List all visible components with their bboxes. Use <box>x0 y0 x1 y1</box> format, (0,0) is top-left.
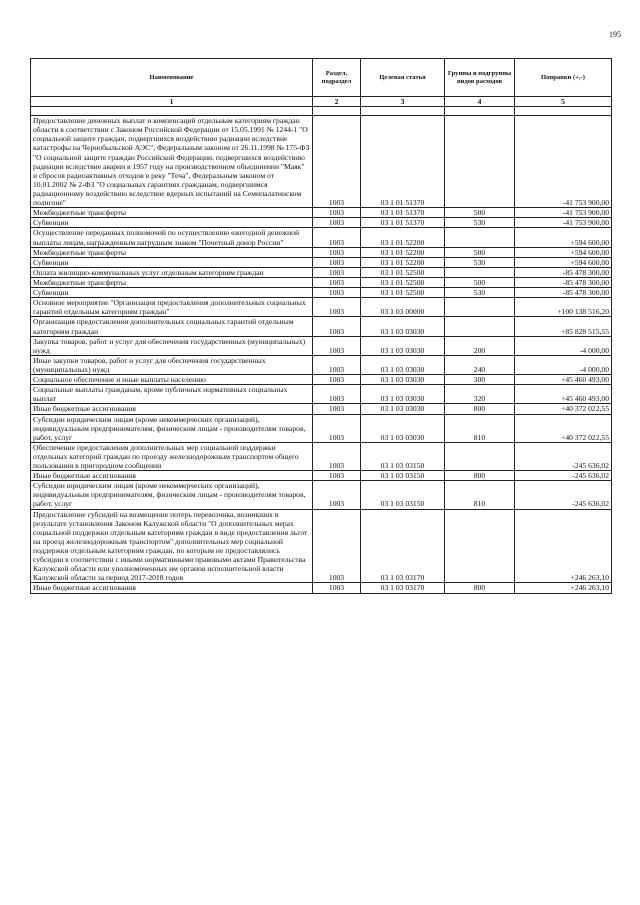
row-group-cell: 800 <box>445 404 515 414</box>
row-amount-cell: -4 000,00 <box>515 336 612 355</box>
table-header-row <box>31 59 612 97</box>
row-group-cell <box>445 298 515 317</box>
row-group-cell: 240 <box>445 355 515 374</box>
header-group: Группы и подгруппы видов расходов <box>445 59 515 97</box>
row-group-cell: 800 <box>445 583 515 593</box>
row-group-cell: 500 <box>445 247 515 257</box>
row-target-cell: 03 1 03 03030 <box>361 404 445 414</box>
row-section-cell: 1003 <box>313 218 361 228</box>
row-amount-cell: -245 636,02 <box>515 481 612 509</box>
row-target-cell: 03 1 03 03170 <box>361 509 445 583</box>
row-name-cell: Предоставление субсидий на возмещение потерь перевозчика, возникших в результате установления Законом Калужской области "О дополнительных мерах социальной поддержки отдельным категориям граждан в виде предоставления льгот на проезд железнодорожным транспортом" дополнительных мер социальной поддержки отдельным категориям граждан, по которым не предоставлялись субсидии в соответствии с иными нормативными правовыми актами Правительства Калужской области или уполномоченных им органов исполнительной власти Калужской области за период 2017-2018 годов <box>31 509 313 583</box>
row-amount-cell: -41 753 900,00 <box>515 116 612 208</box>
row-target-cell: 03 1 03 03030 <box>361 375 445 385</box>
row-target-cell: 03 1 03 03150 <box>361 481 445 509</box>
row-target-cell: 03 1 03 03170 <box>361 583 445 593</box>
row-section-cell: 1003 <box>313 288 361 298</box>
row-amount-cell: +594 600,00 <box>515 228 612 247</box>
table-row <box>31 116 612 208</box>
row-amount-cell: +246 263,10 <box>515 509 612 583</box>
row-amount-cell: +40 372 022,55 <box>515 414 612 442</box>
row-amount-cell: +594 600,00 <box>515 257 612 267</box>
row-section-cell: 1003 <box>313 414 361 442</box>
row-section-cell: 1003 <box>313 298 361 317</box>
row-name-cell: Закупка товаров, работ и услуг для обеспечения государственных (муниципальных) нужд <box>31 336 313 355</box>
row-amount-cell: -41 753 900,00 <box>515 208 612 218</box>
row-name-cell: Субвенции <box>31 257 313 267</box>
row-group-cell: 530 <box>445 288 515 298</box>
row-name-cell: Межбюджетные трансферты <box>31 247 313 257</box>
table-row <box>31 414 612 442</box>
column-number: 2 <box>313 97 361 107</box>
page-number: 195 <box>609 30 621 39</box>
row-name-cell: Основное мероприятие "Организация предоставления дополнительных социальных гарантий отдельным категориям граждан" <box>31 298 313 317</box>
row-section-cell: 1003 <box>313 471 361 481</box>
row-amount-cell: +40 372 022,55 <box>515 404 612 414</box>
row-target-cell: 03 1 03 03030 <box>361 355 445 374</box>
row-name-cell: Социальные выплаты гражданам, кроме публичных нормативных социальных выплат <box>31 385 313 404</box>
budget-amendments-table <box>30 58 612 594</box>
row-target-cell: 03 1 01 51370 <box>361 116 445 208</box>
row-target-cell: 03 1 01 51370 <box>361 218 445 228</box>
row-group-cell: 530 <box>445 257 515 267</box>
row-target-cell: 03 1 01 52500 <box>361 288 445 298</box>
header-amendment: Поправки (+,-) <box>515 59 612 97</box>
row-amount-cell: +100 138 516,20 <box>515 298 612 317</box>
header-name: Наименование <box>31 59 313 97</box>
column-number: 4 <box>445 97 515 107</box>
row-target-cell: 03 1 01 52500 <box>361 267 445 277</box>
table-row <box>31 288 612 298</box>
table-row <box>31 298 612 317</box>
table-row <box>31 481 612 509</box>
row-amount-cell: +45 460 493,00 <box>515 385 612 404</box>
table-row <box>31 336 612 355</box>
header-section: Раздел, подраздел <box>313 59 361 97</box>
row-section-cell: 1003 <box>313 208 361 218</box>
table-row <box>31 509 612 583</box>
row-amount-cell: +85 828 515,55 <box>515 317 612 336</box>
row-target-cell: 03 1 01 51370 <box>361 208 445 218</box>
table-row <box>31 375 612 385</box>
row-section-cell: 1003 <box>313 267 361 277</box>
row-target-cell: 03 1 03 03030 <box>361 317 445 336</box>
row-target-cell: 03 1 03 03150 <box>361 442 445 470</box>
row-amount-cell: -85 478 300,00 <box>515 277 612 287</box>
table-row <box>31 247 612 257</box>
row-section-cell: 1003 <box>313 385 361 404</box>
row-section-cell: 1003 <box>313 336 361 355</box>
row-name-cell: Субсидии юридическим лицам (кроме некоммерческих организаций), индивидуальным предпринимателям, физическим лицам - производителям товаров, работ, услуг <box>31 481 313 509</box>
row-group-cell <box>445 228 515 247</box>
row-amount-cell: -41 753 900,00 <box>515 218 612 228</box>
row-name-cell: Предоставление денежных выплат и компенсаций отдельным категориям граждан области в соответствии с Законом Российской Федерации от 15.05.1991 № 1244-1 "О социальной защите граждан, подвергшихся воздействию радиации вследствие катастрофы на Чернобыльской АЭС", Федеральным законом от 26.11.1998 № 175-ФЗ "О социальной защите граждан Российской Федерации, подвергшихся воздействию радиации вследствие аварии в 1957 году на производственном объединении "Маяк" и сбросов радиоактивных отходов в реку "Теча", Федеральным законом от 10.01.2002 № 2-ФЗ "О социальных гарантиях гражданам, подвергшимся радиационному воздействию вследствие ядерных испытаний на Семипалатинском полигоне" <box>31 116 313 208</box>
column-number: 5 <box>515 97 612 107</box>
row-target-cell: 03 1 01 52200 <box>361 228 445 247</box>
table-row <box>31 385 612 404</box>
row-section-cell: 1003 <box>313 355 361 374</box>
row-target-cell: 03 1 03 00000 <box>361 298 445 317</box>
row-section-cell: 1003 <box>313 257 361 267</box>
table-row <box>31 583 612 593</box>
row-group-cell <box>445 317 515 336</box>
row-amount-cell: -245 636,02 <box>515 442 612 470</box>
row-name-cell: Межбюджетные трансферты <box>31 208 313 218</box>
row-group-cell <box>445 442 515 470</box>
row-group-cell <box>445 267 515 277</box>
table-row <box>31 208 612 218</box>
row-name-cell: Субвенции <box>31 218 313 228</box>
table-row <box>31 442 612 470</box>
row-name-cell: Межбюджетные трансферты <box>31 277 313 287</box>
table-row <box>31 277 612 287</box>
column-number: 3 <box>361 97 445 107</box>
row-amount-cell: -4 000,00 <box>515 355 612 374</box>
row-group-cell: 530 <box>445 218 515 228</box>
table-row <box>31 257 612 267</box>
row-group-cell: 320 <box>445 385 515 404</box>
row-target-cell: 03 1 03 03030 <box>361 336 445 355</box>
row-section-cell: 1003 <box>313 509 361 583</box>
table-row <box>31 317 612 336</box>
row-name-cell: Осуществление переданных полномочий по осуществлению ежегодной денежной выплаты лицам, награжденным нагрудным знаком "Почетный донор России" <box>31 228 313 247</box>
row-amount-cell: +594 600,00 <box>515 247 612 257</box>
row-group-cell: 500 <box>445 208 515 218</box>
table-row <box>31 471 612 481</box>
row-section-cell: 1003 <box>313 277 361 287</box>
row-target-cell: 03 1 01 52500 <box>361 277 445 287</box>
row-target-cell: 03 1 03 03030 <box>361 414 445 442</box>
row-section-cell: 1003 <box>313 442 361 470</box>
row-amount-cell: +45 460 493,00 <box>515 375 612 385</box>
column-number: 1 <box>31 97 313 107</box>
row-amount-cell: -85 478 300,00 <box>515 267 612 277</box>
row-name-cell: Организация предоставления дополнительных социальных гарантий отдельным категориям граждан <box>31 317 313 336</box>
row-group-cell <box>445 509 515 583</box>
row-group-cell: 800 <box>445 471 515 481</box>
row-name-cell: Субвенции <box>31 288 313 298</box>
row-target-cell: 03 1 01 52200 <box>361 257 445 267</box>
row-group-cell: 810 <box>445 414 515 442</box>
row-section-cell: 1003 <box>313 317 361 336</box>
row-group-cell: 200 <box>445 336 515 355</box>
row-amount-cell: +246 263,10 <box>515 583 612 593</box>
row-name-cell: Обеспечение предоставления дополнительных мер социальной поддержки отдельных категорий граждан по проезду железнодорожным транспортом общего пользования в пригородном сообщении <box>31 442 313 470</box>
row-section-cell: 1003 <box>313 116 361 208</box>
row-section-cell: 1003 <box>313 404 361 414</box>
table-row <box>31 267 612 277</box>
row-name-cell: Иные бюджетные ассигнования <box>31 583 313 593</box>
row-section-cell: 1003 <box>313 583 361 593</box>
row-target-cell: 03 1 03 03030 <box>361 385 445 404</box>
row-target-cell: 03 1 03 03150 <box>361 471 445 481</box>
row-name-cell: Иные бюджетные ассигнования <box>31 404 313 414</box>
table-body <box>31 116 612 593</box>
row-section-cell: 1003 <box>313 228 361 247</box>
row-amount-cell: -245 636,02 <box>515 471 612 481</box>
row-group-cell <box>445 116 515 208</box>
row-amount-cell: -85 478 300,00 <box>515 288 612 298</box>
row-name-cell: Субсидии юридическим лицам (кроме некоммерческих организаций), индивидуальным предпринимателям, физическим лицам - производителям товаров, работ, услуг <box>31 414 313 442</box>
row-section-cell: 1003 <box>313 481 361 509</box>
row-section-cell: 1003 <box>313 375 361 385</box>
row-group-cell: 810 <box>445 481 515 509</box>
row-name-cell: Иные закупки товаров, работ и услуг для обеспечения государственных (муниципальных) нужд <box>31 355 313 374</box>
row-section-cell: 1003 <box>313 247 361 257</box>
row-group-cell: 300 <box>445 375 515 385</box>
row-target-cell: 03 1 01 52200 <box>361 247 445 257</box>
spacer-row <box>31 107 612 116</box>
header-target: Целевая статья <box>361 59 445 97</box>
table-row <box>31 228 612 247</box>
row-group-cell: 500 <box>445 277 515 287</box>
row-name-cell: Социальное обеспечение и иные выплаты населению <box>31 375 313 385</box>
table-row <box>31 355 612 374</box>
table-row <box>31 404 612 414</box>
row-name-cell: Иные бюджетные ассигнования <box>31 471 313 481</box>
column-number-row <box>31 97 612 107</box>
row-name-cell: Оплата жилищно-коммунальных услуг отдельным категориям граждан <box>31 267 313 277</box>
table-row <box>31 218 612 228</box>
